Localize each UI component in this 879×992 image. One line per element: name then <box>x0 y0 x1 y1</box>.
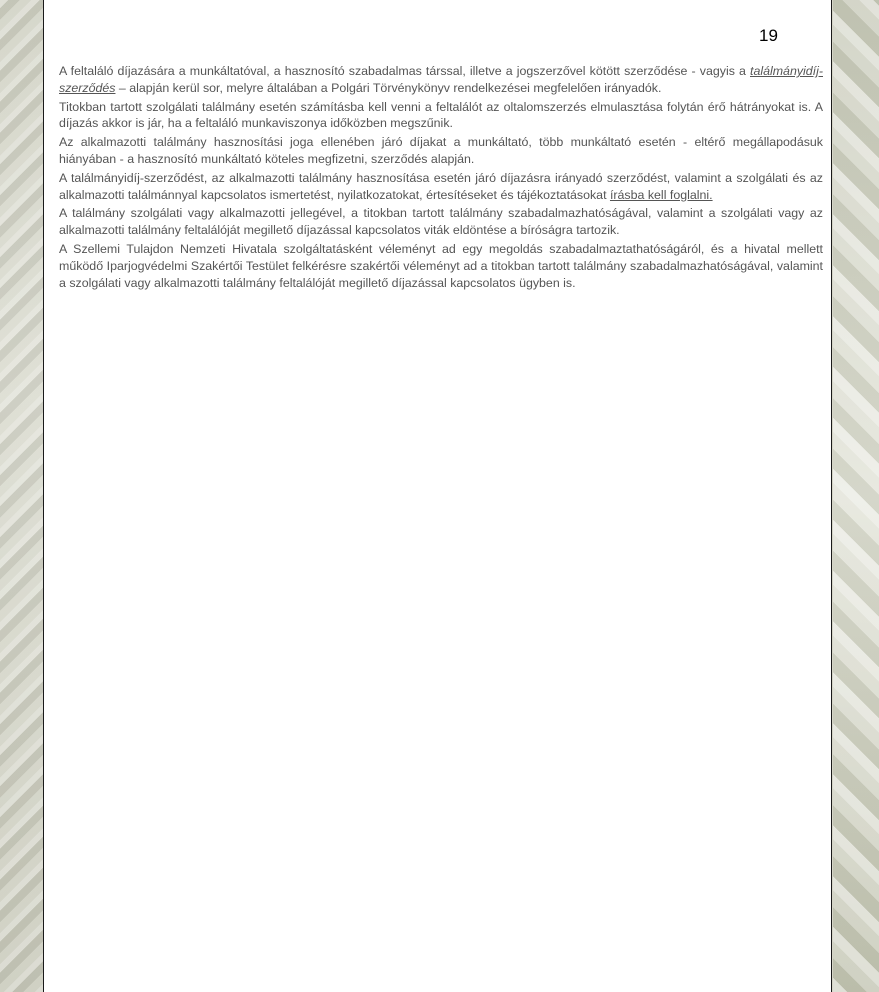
paragraph-2 <box>59 99 823 133</box>
document-body <box>59 63 823 293</box>
written-form-emphasis: írásba kell foglalni. <box>609 187 713 202</box>
text-run: Titokban tartott szolgálati találmány esetén számításba kell venni a feltalálót az oltalomszerzés elmulasztása folytán érő hátrányokat is. A díjazás akkor is jár, ha a feltaláló munkaviszonya időközben megszűnik. <box>59 99 823 131</box>
paragraph-4 <box>59 170 823 204</box>
document-page <box>43 0 832 992</box>
left-background-texture <box>0 0 43 992</box>
text-run: – alapján kerül sor, melyre általában a Polgári Törvénykönyv rendelkezései megfelelően irányadók. <box>115 80 662 95</box>
text-run: A találmányidíj-szerződést, az alkalmazotti találmány hasznosítása esetén járó díjazásra irányadó szerződést, valamint a szolgálati és az alkalmazotti találmánnyal kapcsolatos ismertetést, nyilatkozatokat, értesítéseket és tájékoztatásokat <box>59 170 823 202</box>
text-run: A találmány szolgálati vagy alkalmazotti jellegével, a titokban tartott találmány szabadalmazhatóságával, valamint a szolgálati vagy az alkalmazotti találmány feltalálóját megillető díjazással kapcsolatos viták eldöntése a bíróságra tartozik. <box>59 206 823 238</box>
contract-term-link: találmányidíj-szerződés <box>59 64 823 95</box>
text-run: A Szellemi Tulajdon Nemzeti Hivatala szolgáltatásként véleményt ad egy megoldás szabadalmaztathatóságáról, és a hivatal mellett működő Iparjogvédelmi Szakértői Testület felkérésre szakértői véleményt ad a titokban tartott találmány szabadalmazhatóságával, valamint a szolgálati vagy alkalmazotti találmány feltalálóját megillető díjazással kapcsolatos ügyben is. <box>59 241 823 290</box>
paragraph-3 <box>59 134 823 168</box>
paragraph-1 <box>59 63 823 97</box>
right-background-texture <box>833 0 879 992</box>
page-number: 19 <box>759 26 778 45</box>
text-run: Az alkalmazotti találmány hasznosítási joga ellenében járó díjakat a munkáltató, több munkáltató esetén - eltérő megállapodásuk hiányában - a hasznosító munkáltató köteles megfizetni, szerződés alapján. <box>59 135 823 166</box>
text-run: A feltaláló díjazására a munkáltatóval, a hasznosító szabadalmas társsal, illetve a jogszerzővel kötött szerződése - vagyis a <box>59 64 750 78</box>
paragraph-6 <box>59 241 823 291</box>
paragraph-5 <box>59 205 823 239</box>
